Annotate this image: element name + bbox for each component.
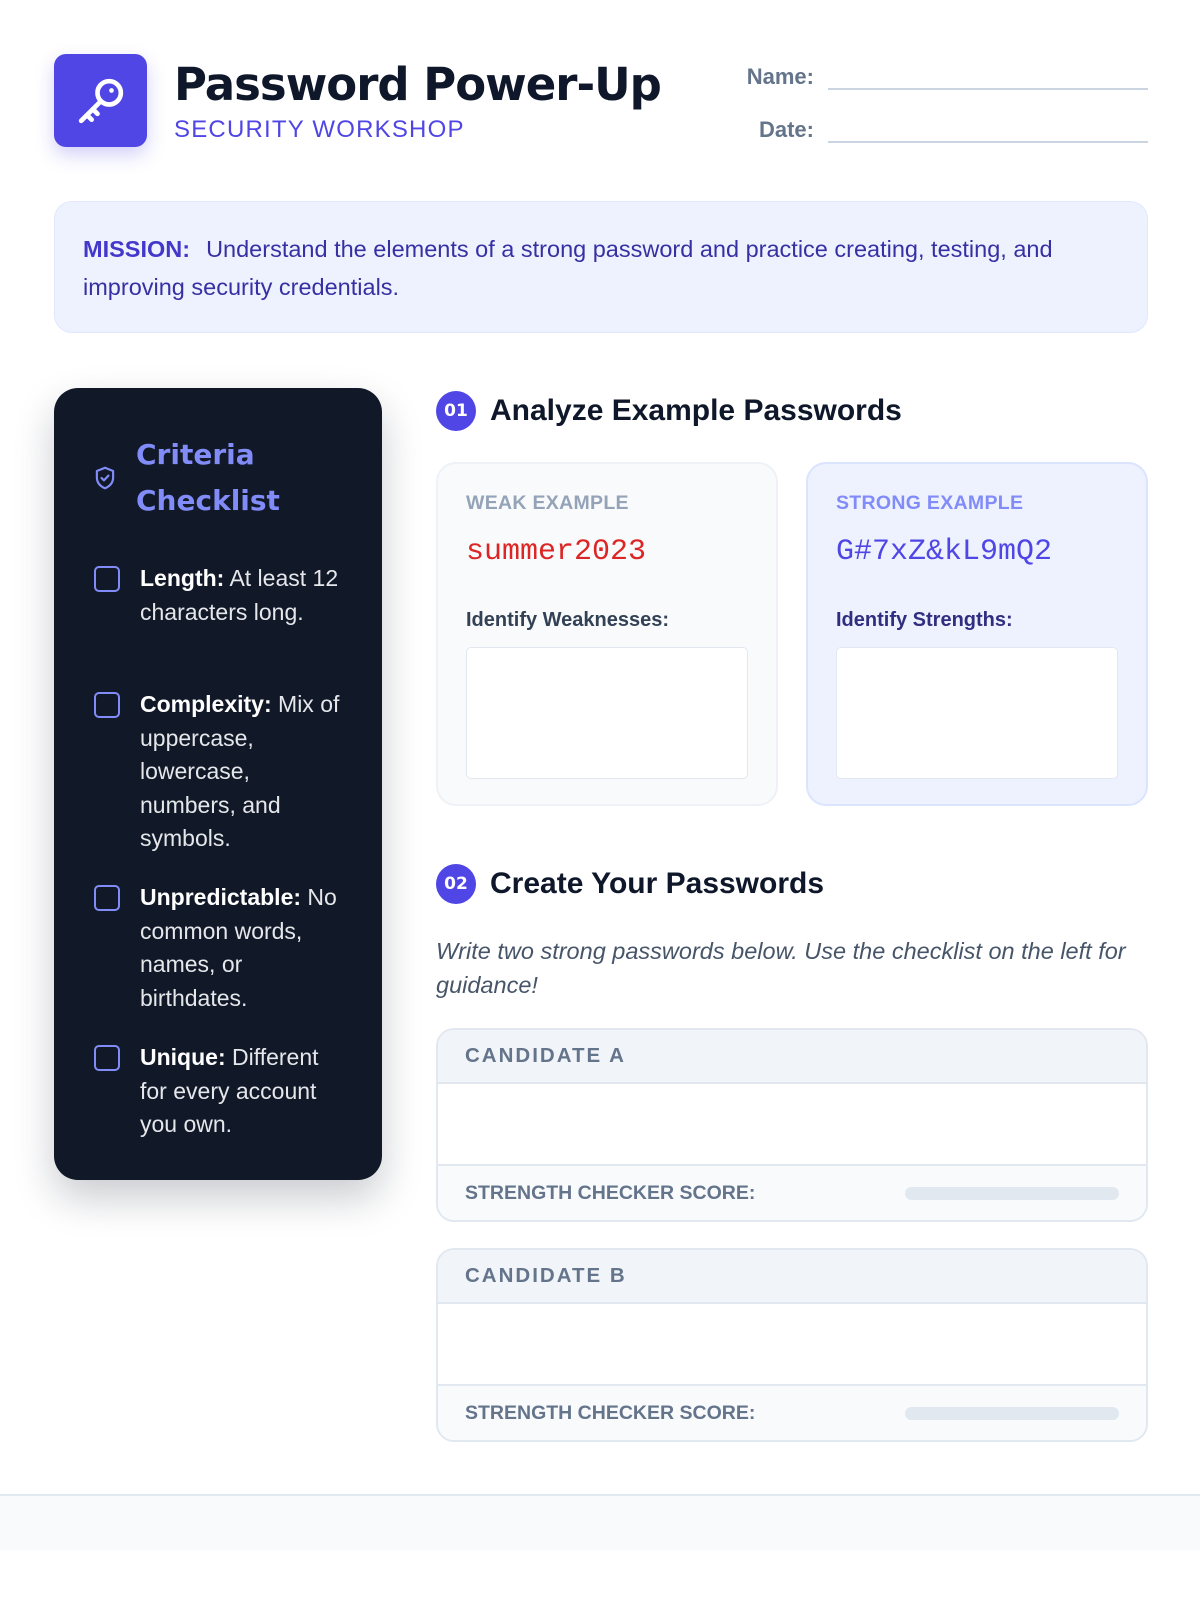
name-row [714,60,1148,90]
strong-example-password: G#7xZ&kL9mQ2 [836,535,1053,569]
weak-example-password: summer2023 [466,535,647,569]
criteria-term: Unpredictable: [140,884,302,910]
footer-band [0,1494,1200,1550]
candidate-label: CANDIDATE A [438,1030,1146,1084]
criteria-item-unpredictable [94,881,354,1015]
name-label: Name: [746,64,814,89]
section-number-badge: 02 [436,864,476,904]
candidate-card-a [436,1028,1148,1222]
shield-check-icon [92,465,118,491]
name-field[interactable] [828,60,1148,90]
section-heading-create [436,864,824,904]
criteria-description: At least 12 characters long. [140,565,339,625]
mission-label: MISSION: [83,236,191,262]
section-title: Create Your Passwords [490,867,825,900]
strong-example-card [806,462,1148,806]
key-icon [73,73,129,129]
strength-score-bar [905,1187,1119,1200]
candidate-label: CANDIDATE B [438,1250,1146,1304]
criteria-checkbox[interactable] [94,692,120,718]
criteria-description: Mix of uppercase, lowercase, numbers, and symbols. [140,691,340,851]
weak-example-card [436,462,778,806]
criteria-checkbox[interactable] [94,885,120,911]
weak-example-label: WEAK EXAMPLE [466,492,629,514]
criteria-term: Complexity: [140,691,272,717]
criteria-term: Unique: [140,1044,226,1070]
section-heading-analyze [436,391,902,431]
criteria-item-unique [94,1041,354,1142]
candidate-password-field[interactable] [438,1084,1146,1166]
page-title: Password Power-Up [174,58,661,111]
criteria-checklist-panel [54,388,382,1180]
criteria-checkbox[interactable] [94,566,120,592]
candidate-password-field[interactable] [438,1304,1146,1386]
page-subtitle: SECURITY WORKSHOP [174,116,465,143]
criteria-term: Length: [140,565,225,591]
criteria-item-length [94,562,354,629]
strong-example-label: STRONG EXAMPLE [836,492,1024,514]
weaknesses-answer-box[interactable] [466,647,748,779]
section-instructions: Write two strong passwords below. Use the checklist on the left for guidance! [436,938,1126,998]
logo-badge [54,54,147,147]
mission-banner [54,201,1148,333]
mission-text: Understand the elements of a strong password and practice creating, testing, and improving security credentials. [83,236,1053,300]
criteria-description: Different for every account you own. [140,1044,319,1137]
section-number-badge: 01 [436,391,476,431]
criteria-checkbox[interactable] [94,1045,120,1071]
date-field[interactable] [828,113,1148,143]
date-row [714,113,1148,143]
checklist-title: Criteria Checklist [136,438,280,517]
strength-score-label: STRENGTH CHECKER SCORE: [465,1181,756,1204]
strength-score-row [438,1386,1146,1440]
criteria-description: No common words, names, or birthdates. [140,884,337,1011]
checklist-header [92,432,306,524]
date-label: Date: [758,117,814,142]
section-title: Analyze Example Passwords [490,394,902,427]
candidate-card-b [436,1248,1148,1442]
strengths-answer-box[interactable] [836,647,1118,779]
weaknesses-prompt: Identify Weaknesses: [466,609,670,631]
strength-score-bar [905,1407,1119,1420]
strength-score-label: STRENGTH CHECKER SCORE: [465,1401,756,1424]
strength-score-row [438,1166,1146,1220]
strengths-prompt: Identify Strengths: [836,609,1013,631]
criteria-item-complexity [94,688,354,856]
